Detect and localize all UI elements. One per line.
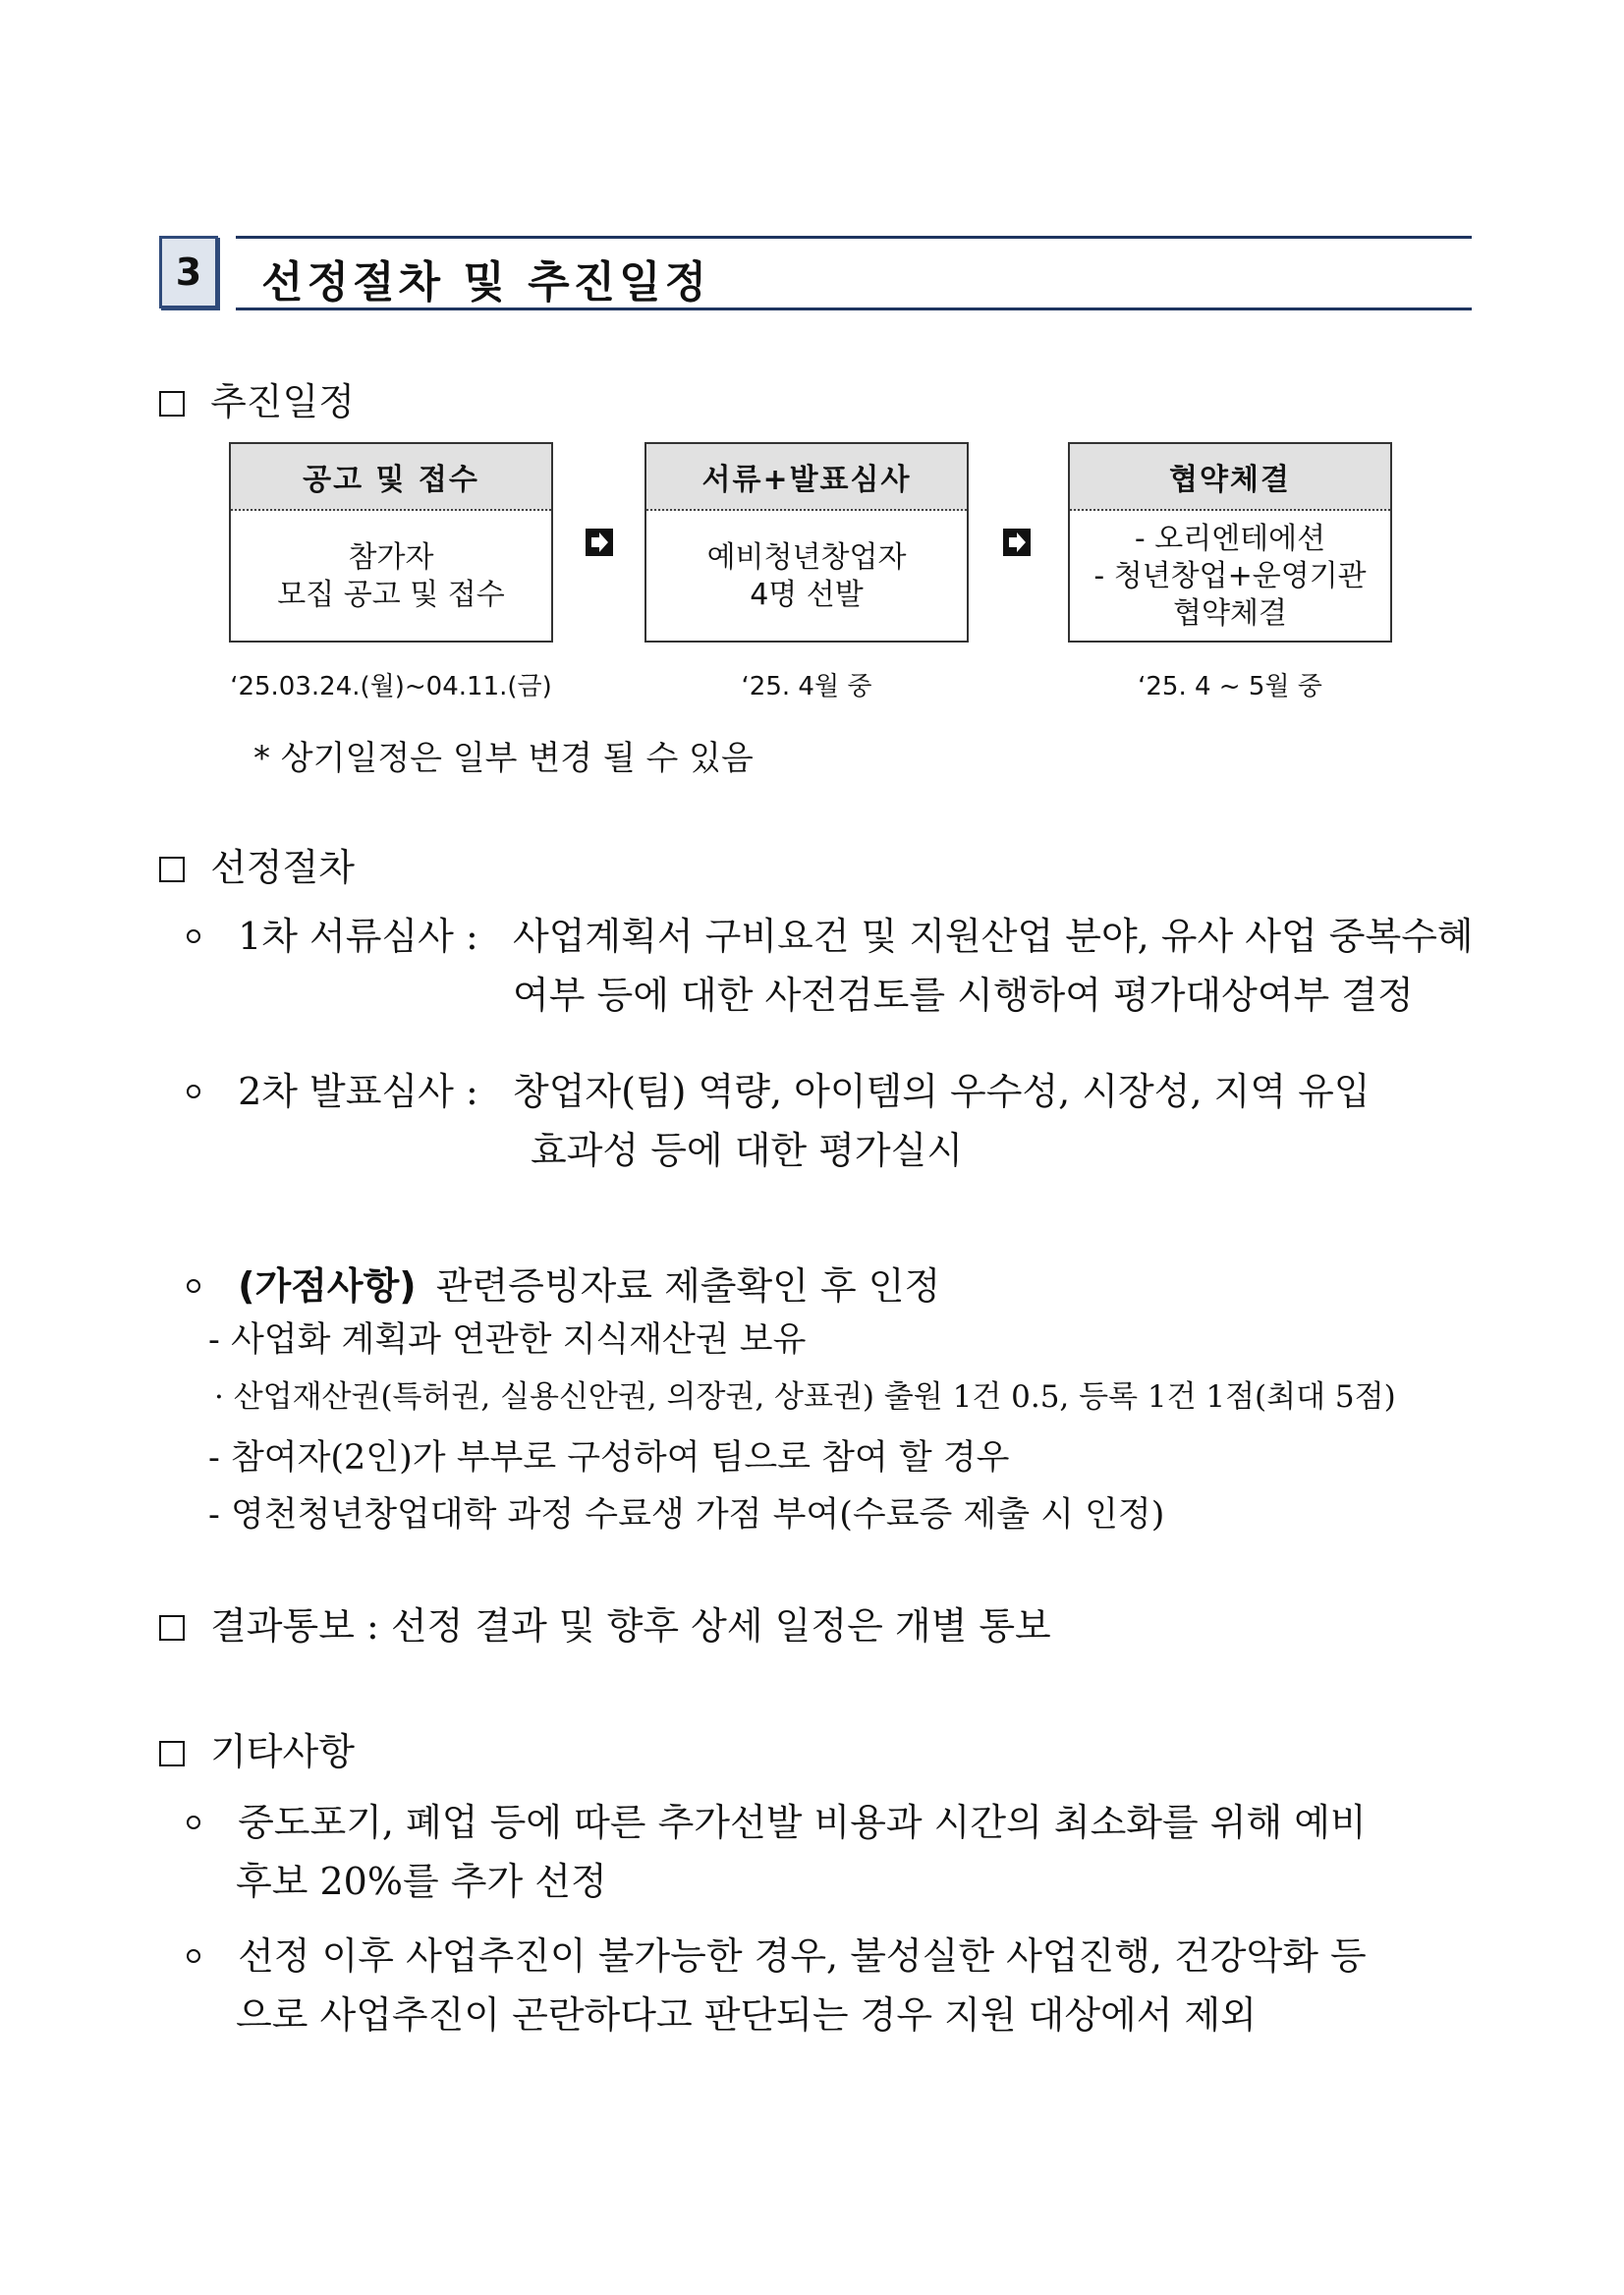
section-number: 3 <box>159 236 218 308</box>
step-title: 협약체결 <box>1070 444 1390 511</box>
bonus-text: 관련증빙자료 제출확인 후 인정 <box>435 1264 941 1308</box>
schedule-step-2 <box>644 442 969 643</box>
arrow-right-icon <box>586 529 613 556</box>
step-body <box>1070 511 1390 643</box>
circle-bullet-icon <box>187 1949 200 1963</box>
arrow-right-icon <box>1003 529 1031 556</box>
bonus-label: (가점사항) <box>238 1264 417 1308</box>
step-body-line: 모집 공고 및 접수 <box>277 578 505 612</box>
checkbox-square-icon <box>159 1741 185 1766</box>
etc-heading-text: 기타사항 <box>210 1730 355 1773</box>
etc-item-line: 후보 20%를 추가 선정 <box>236 1860 607 1903</box>
procedure-item-line: 여부 등에 대한 사전검토를 시행하여 평가대상여부 결정 <box>513 974 1414 1017</box>
procedure-item-1 <box>187 906 478 960</box>
schedule-step-1 <box>229 442 553 643</box>
step-title: 서류+발표심사 <box>646 444 967 511</box>
schedule-step-3 <box>1068 442 1392 643</box>
step-body-line: 4명 선발 <box>750 578 864 612</box>
bonus-detail: - 사업화 계획과 연관한 지식재산권 보유 <box>208 1320 807 1360</box>
step-body-line: 참가자 <box>348 540 434 575</box>
section-title-bar <box>236 236 1472 310</box>
procedure-item-line: 효과성 등에 대한 평가실시 <box>531 1129 964 1172</box>
step-date: ‘25. 4월 중 <box>741 672 872 701</box>
procedure-heading <box>159 837 355 891</box>
checkbox-square-icon <box>159 1615 185 1641</box>
section-title: 선정절차 및 추진일정 <box>261 257 711 308</box>
procedure-item-line: 사업계획서 구비요건 및 지원산업 분야, 유사 사업 중복수혜 <box>513 915 1474 958</box>
bonus-item <box>187 1256 940 1310</box>
etc-heading <box>159 1721 355 1775</box>
step-title: 공고 및 접수 <box>231 444 551 511</box>
step-body-line: 예비청년창업자 <box>706 540 907 575</box>
procedure-item-2 <box>187 1061 478 1115</box>
etc-item-line: 으로 사업추진이 곤란하다고 판단되는 경우 지원 대상에서 제외 <box>236 1993 1257 2037</box>
circle-bullet-icon <box>187 1279 200 1293</box>
circle-bullet-icon <box>187 929 200 943</box>
procedure-heading-text: 선정절차 <box>210 846 355 889</box>
step-body-line: - 청년창업+운영기관 <box>1093 559 1367 593</box>
procedure-item-line: 창업자(팀) 역량, 아이템의 우수성, 시장성, 지역 유입 <box>513 1070 1371 1113</box>
result-text: 결과통보 : 선정 결과 및 향후 상세 일정은 개별 통보 <box>210 1604 1051 1648</box>
step-body <box>646 511 967 643</box>
circle-bullet-icon <box>187 1816 200 1829</box>
result-notice <box>159 1595 1051 1650</box>
step-body-line: 협약체결 <box>1173 596 1287 631</box>
step-body <box>231 511 551 643</box>
etc-item-line: 중도포기, 폐업 등에 따른 추가선발 비용과 시간의 최소화를 위해 예비 <box>238 1801 1367 1844</box>
step-date: ‘25.03.24.(월)~04.11.(금) <box>230 672 552 701</box>
procedure-item-label: 2차 발표심사 : <box>238 1070 478 1113</box>
schedule-heading <box>159 371 355 425</box>
bonus-detail: - 참여자(2인)가 부부로 구성하여 팀으로 참여 할 경우 <box>208 1438 1010 1478</box>
checkbox-square-icon <box>159 857 185 882</box>
schedule-heading-text: 추진일정 <box>210 380 355 423</box>
step-date: ‘25. 4 ~ 5월 중 <box>1138 672 1322 701</box>
bonus-detail: - 영천청년창업대학 과정 수료생 가점 부여(수료증 제출 시 인정) <box>208 1495 1165 1535</box>
etc-item-2 <box>187 1926 1367 1980</box>
circle-bullet-icon <box>187 1085 200 1098</box>
schedule-note: * 상기일정은 일부 변경 될 수 있음 <box>253 739 754 778</box>
etc-item-line: 선정 이후 사업추진이 불가능한 경우, 불성실한 사업진행, 건강악화 등 <box>238 1934 1367 1978</box>
bonus-detail: · 산업재산권(특허권, 실용신안권, 의장권, 상표권) 출원 1건 0.5, 등록 1건 1점(최대 5점) <box>214 1379 1396 1415</box>
checkbox-square-icon <box>159 391 185 417</box>
etc-item-1 <box>187 1792 1367 1846</box>
procedure-item-label: 1차 서류심사 : <box>238 915 478 958</box>
step-body-line: - 오리엔테에션 <box>1134 522 1326 556</box>
